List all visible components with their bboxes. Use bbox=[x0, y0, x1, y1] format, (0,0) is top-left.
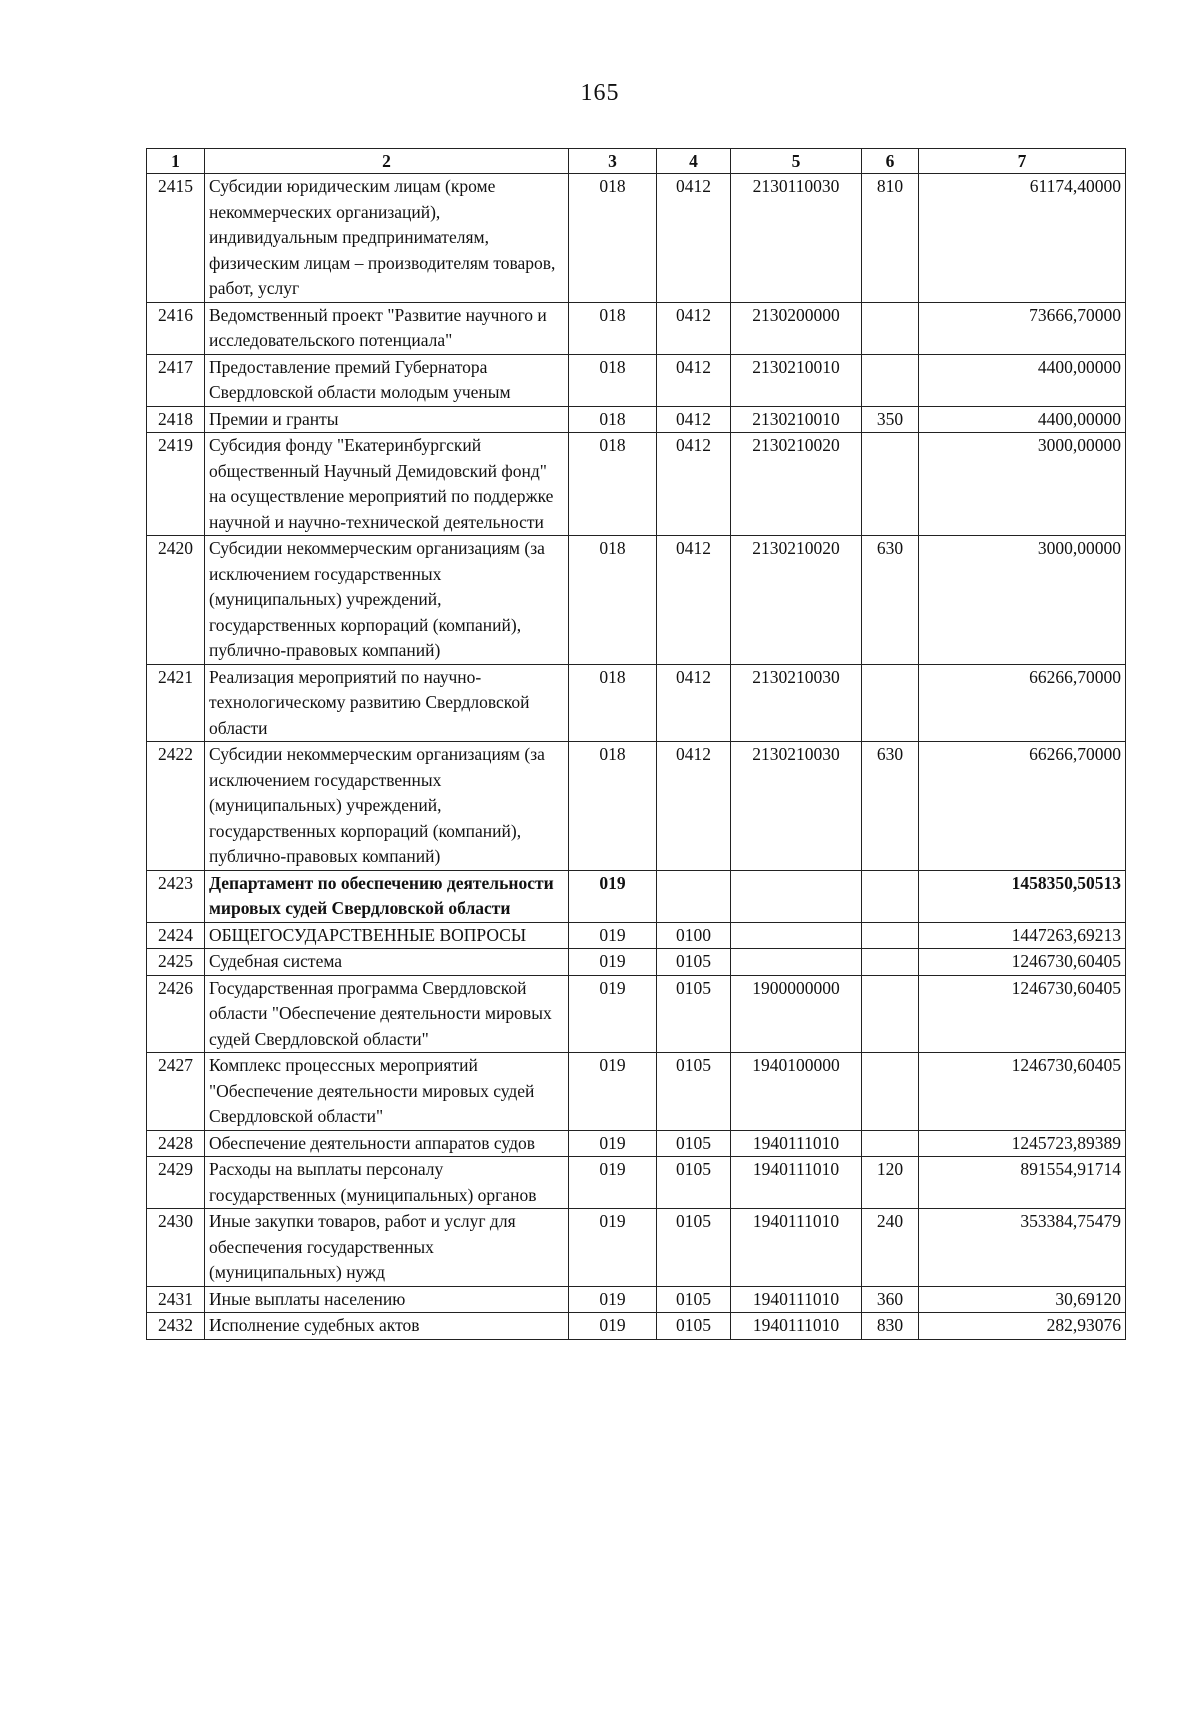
section-code-cell: 0105 bbox=[657, 1130, 731, 1157]
amount-cell: 891554,91714 bbox=[919, 1157, 1126, 1209]
amount-cell: 4400,00000 bbox=[919, 354, 1126, 406]
row-number-cell: 2415 bbox=[147, 174, 205, 303]
page-number: 165 bbox=[580, 80, 620, 106]
amount-cell: 66266,70000 bbox=[919, 742, 1126, 871]
section-code-cell: 0105 bbox=[657, 1209, 731, 1287]
amount-cell: 1246730,60405 bbox=[919, 1053, 1126, 1131]
table-row bbox=[147, 922, 1126, 949]
amount-cell: 3000,00000 bbox=[919, 433, 1126, 536]
section-code-cell: 0105 bbox=[657, 1053, 731, 1131]
row-number-cell: 2423 bbox=[147, 870, 205, 922]
row-number-cell: 2426 bbox=[147, 975, 205, 1053]
amount-cell: 353384,75479 bbox=[919, 1209, 1126, 1287]
table-row bbox=[147, 1130, 1126, 1157]
amount-cell: 282,93076 bbox=[919, 1313, 1126, 1340]
header-cell: 5 bbox=[731, 149, 862, 174]
target-article-cell: 2130110030 bbox=[731, 174, 862, 303]
section-code-cell: 0412 bbox=[657, 664, 731, 742]
department-code-cell: 018 bbox=[569, 742, 657, 871]
expense-type-cell: 810 bbox=[862, 174, 919, 303]
target-article-cell bbox=[731, 949, 862, 976]
section-code-cell: 0105 bbox=[657, 1313, 731, 1340]
section-code-cell: 0412 bbox=[657, 742, 731, 871]
table-row bbox=[147, 1053, 1126, 1131]
target-article-cell: 2130210020 bbox=[731, 536, 862, 665]
section-code-cell: 0412 bbox=[657, 302, 731, 354]
section-code-cell: 0412 bbox=[657, 354, 731, 406]
department-code-cell: 019 bbox=[569, 975, 657, 1053]
section-code-cell: 0105 bbox=[657, 1157, 731, 1209]
expense-type-cell bbox=[862, 1053, 919, 1131]
department-code-cell: 019 bbox=[569, 949, 657, 976]
section-code-cell bbox=[657, 870, 731, 922]
target-article-cell: 2130200000 bbox=[731, 302, 862, 354]
amount-cell: 1245723,89389 bbox=[919, 1130, 1126, 1157]
item-name-cell: Государственная программа Свердловской области "Обеспечение деятельности мировых судей Свердловской области" bbox=[205, 975, 569, 1053]
amount-cell: 66266,70000 bbox=[919, 664, 1126, 742]
section-code-cell: 0412 bbox=[657, 406, 731, 433]
row-number-cell: 2425 bbox=[147, 949, 205, 976]
expense-type-cell bbox=[862, 922, 919, 949]
item-name-cell: Судебная система bbox=[205, 949, 569, 976]
table-row bbox=[147, 975, 1126, 1053]
item-name-cell: Реализация мероприятий по научно-технологическому развитию Свердловской области bbox=[205, 664, 569, 742]
table-row bbox=[147, 664, 1126, 742]
row-number-cell: 2418 bbox=[147, 406, 205, 433]
department-code-cell: 018 bbox=[569, 302, 657, 354]
target-article-cell: 1900000000 bbox=[731, 975, 862, 1053]
target-article-cell: 2130210030 bbox=[731, 664, 862, 742]
target-article-cell: 1940111010 bbox=[731, 1130, 862, 1157]
amount-cell: 1458350,50513 bbox=[919, 870, 1126, 922]
expense-type-cell bbox=[862, 433, 919, 536]
table-body bbox=[147, 174, 1126, 1340]
department-code-cell: 019 bbox=[569, 1209, 657, 1287]
target-article-cell: 2130210010 bbox=[731, 406, 862, 433]
table-row bbox=[147, 949, 1126, 976]
department-code-cell: 018 bbox=[569, 433, 657, 536]
amount-cell: 1447263,69213 bbox=[919, 922, 1126, 949]
table-row bbox=[147, 742, 1126, 871]
section-code-cell: 0412 bbox=[657, 433, 731, 536]
department-code-cell: 018 bbox=[569, 406, 657, 433]
department-code-cell: 018 bbox=[569, 354, 657, 406]
item-name-cell: Субсидии некоммерческим организациям (за исключением государственных (муниципальных) учреждений, государственных корпораций (компаний), публично-правовых компаний) bbox=[205, 742, 569, 871]
target-article-cell: 1940111010 bbox=[731, 1286, 862, 1313]
target-article-cell bbox=[731, 870, 862, 922]
row-number-cell: 2420 bbox=[147, 536, 205, 665]
row-number-cell: 2427 bbox=[147, 1053, 205, 1131]
table-row bbox=[147, 1157, 1126, 1209]
department-code-cell: 019 bbox=[569, 1286, 657, 1313]
item-name-cell: Комплекс процессных мероприятий "Обеспечение деятельности мировых судей Свердловской области" bbox=[205, 1053, 569, 1131]
section-code-cell: 0105 bbox=[657, 1286, 731, 1313]
target-article-cell: 1940100000 bbox=[731, 1053, 862, 1131]
header-cell: 3 bbox=[569, 149, 657, 174]
row-number-cell: 2424 bbox=[147, 922, 205, 949]
target-article-cell: 1940111010 bbox=[731, 1209, 862, 1287]
item-name-cell: Иные закупки товаров, работ и услуг для обеспечения государственных (муниципальных) нужд bbox=[205, 1209, 569, 1287]
row-number-cell: 2432 bbox=[147, 1313, 205, 1340]
department-code-cell: 019 bbox=[569, 1053, 657, 1131]
amount-cell: 1246730,60405 bbox=[919, 949, 1126, 976]
section-code-cell: 0412 bbox=[657, 174, 731, 303]
row-number-cell: 2430 bbox=[147, 1209, 205, 1287]
item-name-cell: ОБЩЕГОСУДАРСТВЕННЫЕ ВОПРОСЫ bbox=[205, 922, 569, 949]
section-code-cell: 0412 bbox=[657, 536, 731, 665]
department-code-cell: 019 bbox=[569, 1313, 657, 1340]
expense-type-cell bbox=[862, 1130, 919, 1157]
target-article-cell: 2130210020 bbox=[731, 433, 862, 536]
table-row bbox=[147, 406, 1126, 433]
department-code-cell: 018 bbox=[569, 664, 657, 742]
row-number-cell: 2419 bbox=[147, 433, 205, 536]
department-code-cell: 018 bbox=[569, 174, 657, 303]
section-code-cell: 0100 bbox=[657, 922, 731, 949]
row-number-cell: 2421 bbox=[147, 664, 205, 742]
department-code-cell: 018 bbox=[569, 536, 657, 665]
table-header-row bbox=[147, 149, 1126, 174]
amount-cell: 73666,70000 bbox=[919, 302, 1126, 354]
row-number-cell: 2431 bbox=[147, 1286, 205, 1313]
item-name-cell: Департамент по обеспечению деятельности мировых судей Свердловской области bbox=[205, 870, 569, 922]
expense-type-cell: 120 bbox=[862, 1157, 919, 1209]
item-name-cell: Ведомственный проект "Развитие научного и исследовательского потенциала" bbox=[205, 302, 569, 354]
table-row bbox=[147, 1313, 1126, 1340]
target-article-cell: 2130210010 bbox=[731, 354, 862, 406]
target-article-cell bbox=[731, 922, 862, 949]
section-code-cell: 0105 bbox=[657, 975, 731, 1053]
header-cell: 2 bbox=[205, 149, 569, 174]
table-row bbox=[147, 174, 1126, 303]
target-article-cell: 1940111010 bbox=[731, 1313, 862, 1340]
expense-type-cell bbox=[862, 975, 919, 1053]
table-row bbox=[147, 1286, 1126, 1313]
header-cell: 6 bbox=[862, 149, 919, 174]
table-row bbox=[147, 536, 1126, 665]
expense-type-cell: 350 bbox=[862, 406, 919, 433]
expense-type-cell: 830 bbox=[862, 1313, 919, 1340]
amount-cell: 4400,00000 bbox=[919, 406, 1126, 433]
expense-type-cell bbox=[862, 302, 919, 354]
item-name-cell: Расходы на выплаты персоналу государственных (муниципальных) органов bbox=[205, 1157, 569, 1209]
expense-type-cell bbox=[862, 354, 919, 406]
amount-cell: 3000,00000 bbox=[919, 536, 1126, 665]
department-code-cell: 019 bbox=[569, 870, 657, 922]
department-code-cell: 019 bbox=[569, 1157, 657, 1209]
header-cell: 4 bbox=[657, 149, 731, 174]
expense-type-cell bbox=[862, 870, 919, 922]
expense-type-cell: 360 bbox=[862, 1286, 919, 1313]
header-cell: 1 bbox=[147, 149, 205, 174]
table-row bbox=[147, 302, 1126, 354]
item-name-cell: Обеспечение деятельности аппаратов судов bbox=[205, 1130, 569, 1157]
item-name-cell: Субсидии юридическим лицам (кроме некоммерческих организаций), индивидуальным предпринимателям, физическим лицам – производителям товаров, работ, услуг bbox=[205, 174, 569, 303]
table-row bbox=[147, 1209, 1126, 1287]
expense-type-cell: 630 bbox=[862, 742, 919, 871]
header-cell: 7 bbox=[919, 149, 1126, 174]
amount-cell: 61174,40000 bbox=[919, 174, 1126, 303]
amount-cell: 30,69120 bbox=[919, 1286, 1126, 1313]
department-code-cell: 019 bbox=[569, 1130, 657, 1157]
item-name-cell: Иные выплаты населению bbox=[205, 1286, 569, 1313]
expense-type-cell bbox=[862, 949, 919, 976]
item-name-cell: Премии и гранты bbox=[205, 406, 569, 433]
expense-type-cell: 240 bbox=[862, 1209, 919, 1287]
expense-type-cell: 630 bbox=[862, 536, 919, 665]
table-row bbox=[147, 870, 1126, 922]
table-row bbox=[147, 354, 1126, 406]
target-article-cell: 1940111010 bbox=[731, 1157, 862, 1209]
section-code-cell: 0105 bbox=[657, 949, 731, 976]
row-number-cell: 2422 bbox=[147, 742, 205, 871]
item-name-cell: Субсидия фонду "Екатеринбургский общественный Научный Демидовский фонд" на осуществление мероприятий по поддержке научной и научно-технической деятельности bbox=[205, 433, 569, 536]
row-number-cell: 2417 bbox=[147, 354, 205, 406]
budget-table bbox=[146, 148, 1126, 1340]
target-article-cell: 2130210030 bbox=[731, 742, 862, 871]
department-code-cell: 019 bbox=[569, 922, 657, 949]
expense-type-cell bbox=[862, 664, 919, 742]
amount-cell: 1246730,60405 bbox=[919, 975, 1126, 1053]
item-name-cell: Субсидии некоммерческим организациям (за исключением государственных (муниципальных) учреждений, государственных корпораций (компаний), публично-правовых компаний) bbox=[205, 536, 569, 665]
row-number-cell: 2429 bbox=[147, 1157, 205, 1209]
row-number-cell: 2428 bbox=[147, 1130, 205, 1157]
row-number-cell: 2416 bbox=[147, 302, 205, 354]
item-name-cell: Предоставление премий Губернатора Свердловской области молодым ученым bbox=[205, 354, 569, 406]
table-row bbox=[147, 433, 1126, 536]
item-name-cell: Исполнение судебных актов bbox=[205, 1313, 569, 1340]
